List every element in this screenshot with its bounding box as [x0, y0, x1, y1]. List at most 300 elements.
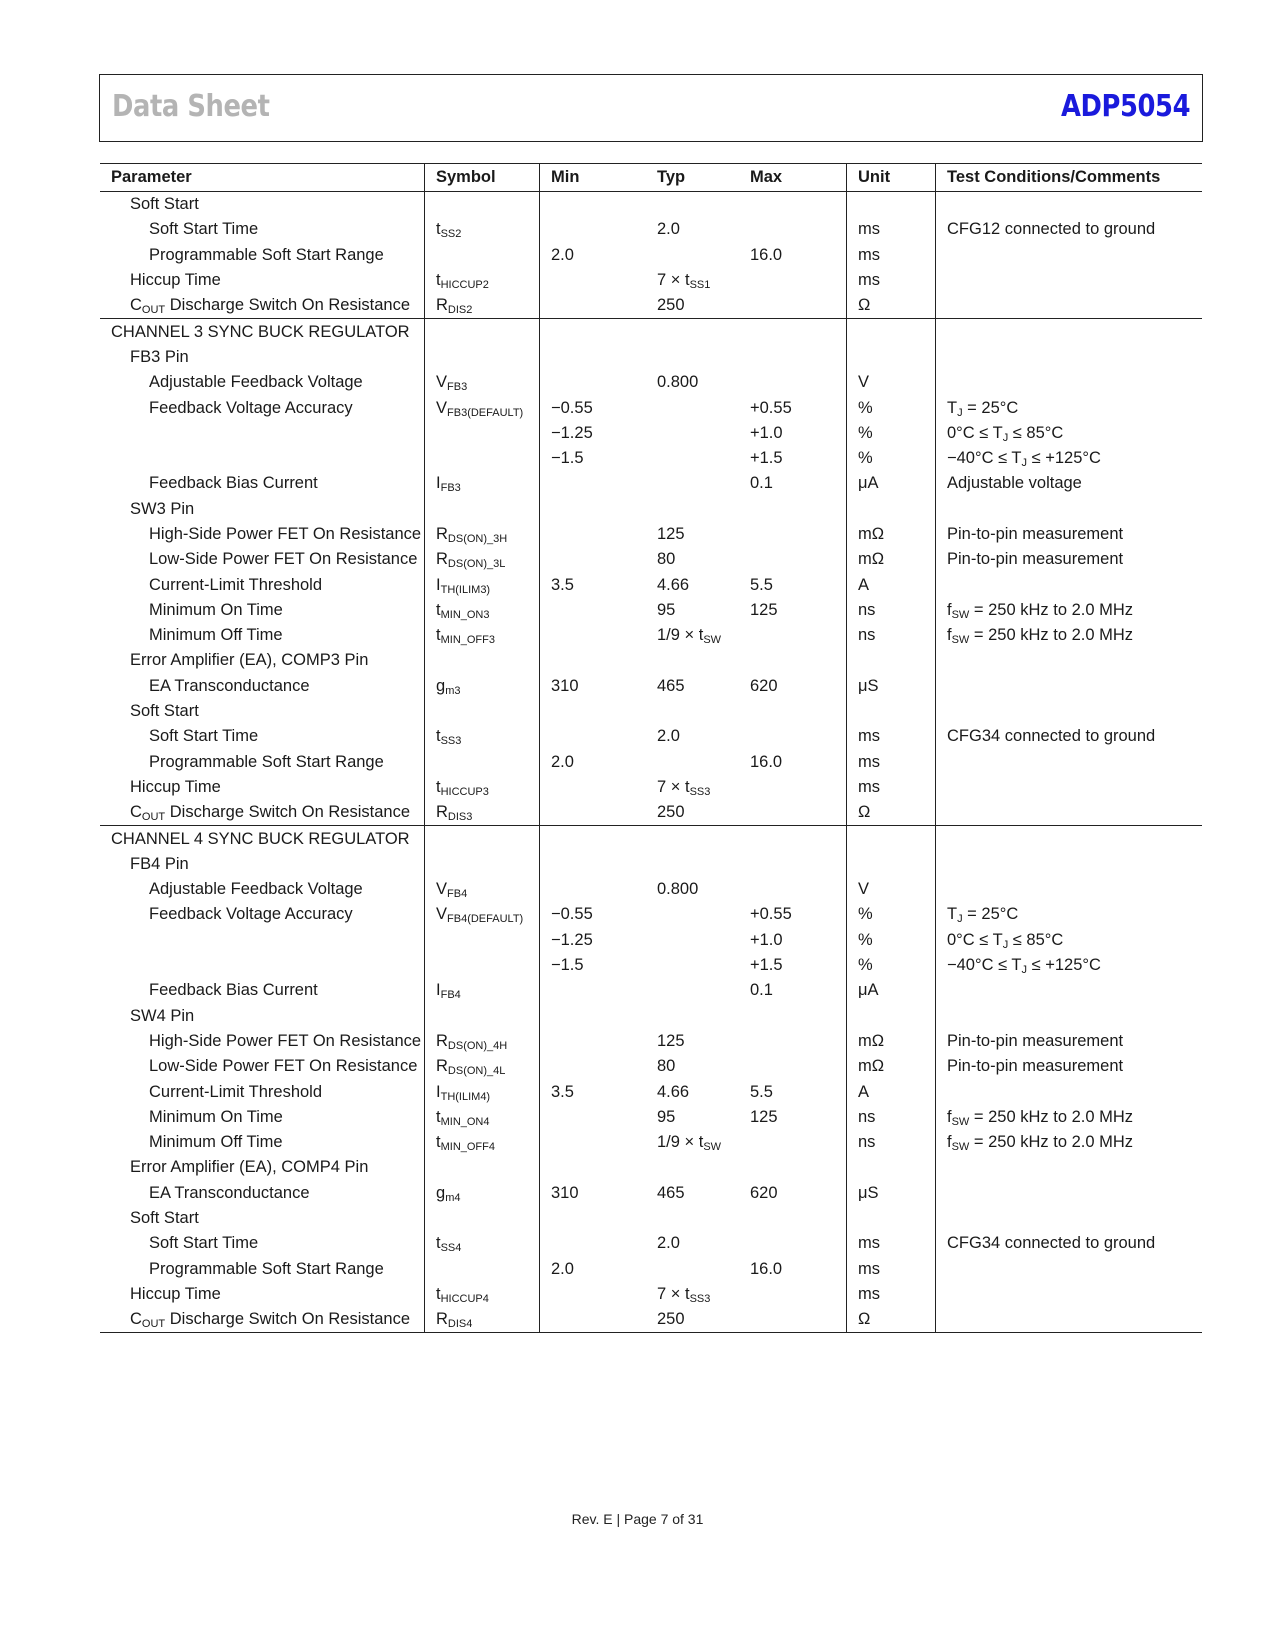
max-value: +0.55	[750, 398, 792, 417]
conditions-cell	[936, 319, 1203, 345]
param-text: Minimum Off Time	[149, 626, 283, 645]
table-row	[100, 421, 1202, 446]
symbol-subscript: FB4	[440, 989, 461, 1002]
table-row	[100, 1029, 1202, 1054]
max-cell	[739, 268, 847, 293]
conditions-subscript: J	[1021, 964, 1028, 977]
conditions-subscript: SW	[951, 1115, 970, 1128]
symbol-subscript: MIN_OFF4	[440, 1141, 495, 1154]
unit-cell	[847, 1029, 936, 1054]
param-cell	[100, 217, 425, 242]
min-value: 3.5	[551, 575, 574, 594]
conditions-cell	[936, 800, 1203, 826]
symbol-subscript: TH(ILIM4)	[440, 1090, 491, 1103]
min-cell	[540, 800, 647, 826]
min-cell	[540, 293, 647, 319]
param-text: Minimum Off Time	[149, 1133, 283, 1152]
symbol-cell	[425, 293, 540, 319]
symbol-cell	[425, 1004, 540, 1029]
table-row	[100, 699, 1202, 724]
table-row	[100, 192, 1202, 218]
symbol-base: R	[436, 1057, 448, 1076]
param-cell	[100, 1054, 425, 1079]
param-text: Minimum On Time	[149, 600, 283, 619]
max-cell	[739, 1004, 847, 1029]
max-cell	[739, 775, 847, 800]
symbol-cell	[425, 243, 540, 268]
conditions-cell	[936, 522, 1203, 547]
table-row	[100, 800, 1202, 826]
typ-cell	[646, 902, 739, 927]
param-cell	[100, 699, 425, 724]
symbol-subscript: MIN_ON3	[440, 608, 490, 621]
min-cell	[540, 217, 647, 242]
conditions-cell	[936, 268, 1203, 293]
col-min-header: Min	[540, 164, 647, 192]
table-row	[100, 902, 1202, 927]
conditions-text-tail: = 250 kHz to 2.0 MHz	[969, 626, 1134, 645]
max-cell	[739, 522, 847, 547]
symbol-cell	[425, 268, 540, 293]
unit-value: Ω	[858, 803, 871, 822]
min-value: 2.0	[551, 245, 574, 264]
param-cell	[100, 775, 425, 800]
min-cell	[540, 902, 647, 927]
min-cell	[540, 1231, 647, 1256]
param-cell	[100, 192, 425, 218]
param-text: SW3 Pin	[130, 499, 195, 518]
max-value: 0.1	[750, 981, 773, 1000]
conditions-cell	[936, 1105, 1203, 1130]
symbol-cell	[425, 547, 540, 572]
unit-cell	[847, 1155, 936, 1180]
conditions-text-tail: = 250 kHz to 2.0 MHz	[969, 1133, 1134, 1152]
min-cell	[540, 572, 647, 597]
typ-cell	[646, 1130, 739, 1155]
table-row	[100, 978, 1202, 1003]
typ-cell	[646, 1206, 739, 1231]
typ-cell	[646, 268, 739, 293]
table-row	[100, 243, 1202, 268]
min-cell	[540, 953, 647, 978]
param-cell	[100, 902, 425, 927]
min-cell	[540, 1004, 647, 1029]
unit-cell	[847, 1181, 936, 1206]
max-cell	[739, 345, 847, 370]
param-text: CHANNEL 4 SYNC BUCK REGULATOR	[111, 829, 410, 848]
max-cell	[739, 471, 847, 496]
typ-cell	[646, 421, 739, 446]
symbol-cell	[425, 953, 540, 978]
min-value: −1.5	[551, 449, 584, 468]
conditions-text: f	[947, 1133, 952, 1152]
conditions-cell	[936, 648, 1203, 673]
typ-cell	[646, 1029, 739, 1054]
param-cell	[100, 1029, 425, 1054]
symbol-subscript: FB3	[447, 381, 468, 394]
conditions-cell	[936, 928, 1203, 953]
table-row	[100, 293, 1202, 319]
typ-subscript: SW	[703, 634, 722, 647]
unit-cell	[847, 699, 936, 724]
typ-subscript: SS1	[689, 279, 711, 292]
specifications-table	[100, 163, 1202, 1333]
unit-value: mΩ	[858, 550, 885, 569]
conditions-subscript: SW	[951, 634, 970, 647]
unit-cell	[847, 217, 936, 242]
max-cell	[739, 953, 847, 978]
param-cell	[100, 826, 425, 852]
max-cell	[739, 421, 847, 446]
unit-value: V	[858, 880, 870, 899]
typ-cell	[646, 598, 739, 623]
max-cell	[739, 800, 847, 826]
unit-value: ms	[858, 1284, 880, 1303]
symbol-base: t	[436, 1234, 441, 1253]
typ-cell	[646, 522, 739, 547]
max-cell	[739, 852, 847, 877]
max-cell	[739, 395, 847, 420]
param-text: Hiccup Time	[130, 777, 221, 796]
param-cell	[100, 471, 425, 496]
param-text-tail: Discharge Switch On Resistance	[165, 803, 411, 822]
unit-value: %	[858, 930, 873, 949]
unit-cell	[847, 370, 936, 395]
unit-cell	[847, 522, 936, 547]
symbol-subscript: SS3	[440, 735, 462, 748]
typ-value: 125	[657, 1031, 685, 1050]
min-cell	[540, 826, 647, 852]
param-text: Current-Limit Threshold	[149, 575, 323, 594]
table-row	[100, 522, 1202, 547]
typ-cell	[646, 1181, 739, 1206]
typ-value: 2.0	[657, 727, 680, 746]
table-row	[100, 953, 1202, 978]
symbol-cell	[425, 1181, 540, 1206]
typ-cell	[646, 775, 739, 800]
symbol-cell	[425, 1054, 540, 1079]
symbol-base: I	[436, 981, 441, 1000]
max-cell	[739, 319, 847, 345]
table-row	[100, 370, 1202, 395]
param-cell	[100, 953, 425, 978]
col-max-header: Max	[739, 164, 847, 192]
symbol-cell	[425, 319, 540, 345]
param-text: C	[130, 803, 142, 822]
symbol-base: g	[436, 1183, 446, 1202]
symbol-subscript: HICCUP2	[440, 279, 489, 292]
param-text: Hiccup Time	[130, 271, 221, 290]
max-cell	[739, 928, 847, 953]
typ-value: 250	[657, 296, 685, 315]
unit-cell	[847, 319, 936, 345]
param-text: C	[130, 1310, 142, 1329]
min-cell	[540, 1155, 647, 1180]
typ-cell	[646, 345, 739, 370]
col-unit-header: Unit	[847, 164, 936, 192]
page-header	[99, 74, 1203, 142]
unit-cell	[847, 1307, 936, 1333]
conditions-text: CFG34 connected to ground	[947, 727, 1156, 746]
param-text: Feedback Voltage Accuracy	[149, 398, 353, 417]
table-row	[100, 1079, 1202, 1104]
typ-cell	[646, 446, 739, 471]
conditions-text: Pin-to-pin measurement	[947, 525, 1124, 543]
min-cell	[540, 877, 647, 902]
unit-cell	[847, 623, 936, 648]
unit-value: mΩ	[858, 1031, 885, 1050]
unit-cell	[847, 852, 936, 877]
conditions-cell	[936, 421, 1203, 446]
conditions-text-tail: ≤ +125°C	[1027, 956, 1101, 975]
symbol-cell	[425, 674, 540, 699]
symbol-subscript: SS2	[440, 228, 462, 241]
symbol-base: V	[436, 398, 448, 417]
symbol-cell	[425, 572, 540, 597]
min-cell	[540, 699, 647, 724]
typ-cell	[646, 1054, 739, 1079]
symbol-base: t	[436, 220, 441, 239]
conditions-cell	[936, 852, 1203, 877]
conditions-subscript: J	[1002, 938, 1009, 951]
unit-value: μA	[858, 474, 879, 493]
param-text: High-Side Power FET On Resistance	[149, 1031, 422, 1050]
conditions-cell	[936, 1029, 1203, 1054]
unit-value: A	[858, 1082, 870, 1101]
param-text: High-Side Power FET On Resistance	[149, 525, 422, 543]
unit-value: ns	[858, 626, 876, 645]
conditions-cell	[936, 192, 1203, 218]
conditions-text: Pin-to-pin measurement	[947, 550, 1124, 569]
symbol-base: R	[436, 525, 448, 543]
typ-cell	[646, 217, 739, 242]
symbol-base: t	[436, 1284, 441, 1303]
min-cell	[540, 345, 647, 370]
conditions-cell	[936, 547, 1203, 572]
max-value: 16.0	[750, 245, 783, 264]
table-row	[100, 395, 1202, 420]
typ-cell	[646, 1231, 739, 1256]
conditions-text: CFG34 connected to ground	[947, 1234, 1156, 1253]
unit-cell	[847, 547, 936, 572]
param-cell	[100, 852, 425, 877]
max-cell	[739, 1307, 847, 1333]
symbol-cell	[425, 852, 540, 877]
conditions-cell	[936, 1130, 1203, 1155]
max-value: 125	[750, 600, 778, 619]
max-value: 125	[750, 1107, 778, 1126]
symbol-subscript: DS(ON)_3L	[447, 558, 506, 571]
param-cell	[100, 598, 425, 623]
symbol-base: V	[436, 373, 448, 392]
typ-value: 1/9 × t	[657, 626, 704, 645]
unit-value: μS	[858, 1183, 879, 1202]
unit-cell	[847, 1231, 936, 1256]
min-value: 3.5	[551, 1082, 574, 1101]
max-cell	[739, 547, 847, 572]
unit-cell	[847, 572, 936, 597]
unit-value: Ω	[858, 1310, 871, 1329]
unit-cell	[847, 800, 936, 826]
param-text: Soft Start	[130, 1209, 199, 1228]
unit-cell	[847, 1004, 936, 1029]
part-number-title: ADP5054	[1060, 89, 1190, 124]
table-row	[100, 750, 1202, 775]
symbol-subscript: DIS4	[447, 1318, 473, 1331]
max-value: 16.0	[750, 752, 783, 771]
conditions-text: f	[947, 626, 952, 645]
typ-value: 7 × t	[657, 777, 690, 796]
col-conditions-header: Test Conditions/Comments	[936, 164, 1203, 192]
table-row	[100, 598, 1202, 623]
symbol-cell	[425, 800, 540, 826]
symbol-cell	[425, 1029, 540, 1054]
typ-value: 95	[657, 1107, 676, 1126]
conditions-text: 0°C ≤ T	[947, 423, 1003, 442]
param-cell	[100, 750, 425, 775]
symbol-base: t	[436, 727, 441, 746]
param-cell	[100, 623, 425, 648]
param-text: SW4 Pin	[130, 1006, 195, 1025]
typ-cell	[646, 800, 739, 826]
symbol-subscript: DS(ON)_4L	[447, 1065, 506, 1078]
unit-value: V	[858, 373, 870, 392]
param-cell	[100, 497, 425, 522]
table-row	[100, 319, 1202, 345]
max-cell	[739, 724, 847, 749]
unit-cell	[847, 1256, 936, 1281]
symbol-base: t	[436, 1133, 441, 1152]
max-value: +0.55	[750, 905, 792, 924]
min-value: 310	[551, 676, 579, 695]
conditions-cell	[936, 775, 1203, 800]
conditions-text-tail: = 25°C	[962, 905, 1019, 924]
unit-cell	[847, 471, 936, 496]
conditions-text: Adjustable voltage	[947, 474, 1082, 493]
symbol-subscript: HICCUP3	[440, 785, 489, 798]
symbol-cell	[425, 699, 540, 724]
param-cell	[100, 1155, 425, 1180]
unit-cell	[847, 1130, 936, 1155]
unit-cell	[847, 674, 936, 699]
symbol-cell	[425, 497, 540, 522]
symbol-cell	[425, 648, 540, 673]
symbol-subscript: m3	[445, 684, 461, 697]
table-row	[100, 1130, 1202, 1155]
max-cell	[739, 1155, 847, 1180]
symbol-cell	[425, 192, 540, 218]
param-cell	[100, 421, 425, 446]
param-cell	[100, 1004, 425, 1029]
typ-cell	[646, 674, 739, 699]
symbol-subscript: FB4	[447, 888, 468, 901]
min-cell	[540, 1130, 647, 1155]
min-cell	[540, 1079, 647, 1104]
symbol-base: R	[436, 1031, 448, 1050]
typ-subscript: SS3	[689, 785, 711, 798]
typ-value: 125	[657, 525, 685, 543]
conditions-subscript: J	[1002, 431, 1009, 444]
unit-cell	[847, 826, 936, 852]
param-cell	[100, 724, 425, 749]
symbol-cell	[425, 471, 540, 496]
unit-cell	[847, 877, 936, 902]
param-subscript: OUT	[141, 304, 166, 317]
min-cell	[540, 547, 647, 572]
max-cell	[739, 572, 847, 597]
conditions-cell	[936, 978, 1203, 1003]
symbol-base: t	[436, 271, 441, 290]
max-cell	[739, 877, 847, 902]
param-cell	[100, 978, 425, 1003]
conditions-text-tail: = 25°C	[962, 398, 1019, 417]
typ-value: 250	[657, 1310, 685, 1329]
param-subscript: OUT	[141, 1318, 166, 1331]
conditions-text: 0°C ≤ T	[947, 930, 1003, 949]
max-cell	[739, 370, 847, 395]
conditions-text-tail: ≤ 85°C	[1008, 423, 1064, 442]
table-row	[100, 446, 1202, 471]
min-cell	[540, 522, 647, 547]
table-row	[100, 928, 1202, 953]
symbol-subscript: m4	[445, 1191, 461, 1204]
unit-value: ns	[858, 1133, 876, 1152]
unit-cell	[847, 192, 936, 218]
table-row	[100, 1105, 1202, 1130]
unit-value: ms	[858, 1234, 880, 1253]
param-text: FB3 Pin	[130, 347, 189, 366]
param-cell	[100, 345, 425, 370]
typ-cell	[646, 1307, 739, 1333]
param-cell	[100, 1130, 425, 1155]
table-row	[100, 1004, 1202, 1029]
typ-value: 1/9 × t	[657, 1133, 704, 1152]
param-text: Low-Side Power FET On Resistance	[149, 550, 418, 569]
unit-value: ms	[858, 752, 880, 771]
min-cell	[540, 648, 647, 673]
param-text: Programmable Soft Start Range	[149, 245, 384, 264]
min-cell	[540, 1307, 647, 1333]
table-row	[100, 1181, 1202, 1206]
conditions-cell	[936, 217, 1203, 242]
conditions-text-tail: = 250 kHz to 2.0 MHz	[969, 1107, 1134, 1126]
unit-cell	[847, 1079, 936, 1104]
col-typ-header: Typ	[646, 164, 739, 192]
typ-cell	[646, 293, 739, 319]
conditions-cell	[936, 699, 1203, 724]
param-cell	[100, 319, 425, 345]
unit-value: ns	[858, 1107, 876, 1126]
conditions-cell	[936, 293, 1203, 319]
symbol-cell	[425, 370, 540, 395]
typ-value: 2.0	[657, 220, 680, 239]
typ-value: 80	[657, 550, 676, 569]
typ-cell	[646, 395, 739, 420]
min-cell	[540, 471, 647, 496]
min-cell	[540, 192, 647, 218]
param-text: EA Transconductance	[149, 676, 310, 695]
param-cell	[100, 243, 425, 268]
conditions-text: f	[947, 1107, 952, 1126]
conditions-text-tail: ≤ +125°C	[1027, 449, 1101, 468]
min-cell	[540, 497, 647, 522]
param-text: Soft Start Time	[149, 1234, 259, 1253]
table-row	[100, 1282, 1202, 1307]
typ-cell	[646, 1079, 739, 1104]
max-value: 0.1	[750, 474, 773, 493]
unit-cell	[847, 421, 936, 446]
unit-cell	[847, 497, 936, 522]
